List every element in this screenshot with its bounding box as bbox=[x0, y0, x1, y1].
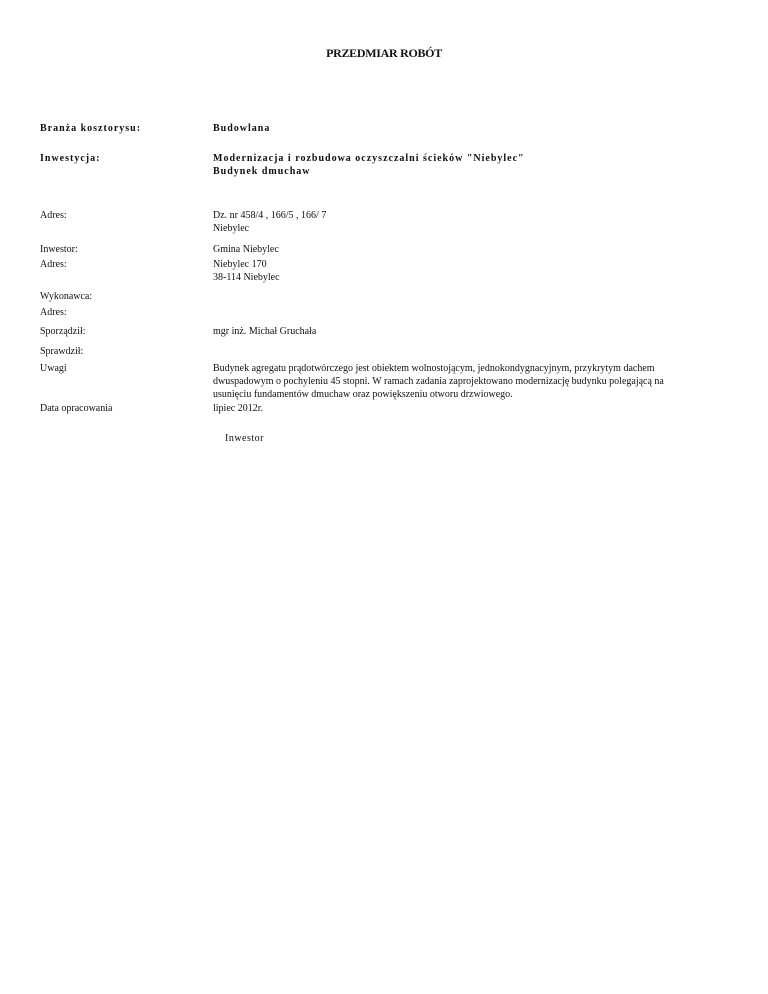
wykonawca-adres-label: Adres: bbox=[40, 307, 67, 318]
sporzadzil-label: Sporządził: bbox=[40, 326, 86, 337]
inwestor-note: Inwestor bbox=[225, 433, 264, 444]
adres-value: Dz. nr 458/4 , 166/5 , 166/ 7 Niebylec bbox=[213, 210, 327, 234]
sprawdzil-label: Sprawdził: bbox=[40, 346, 84, 357]
wykonawca-label: Wykonawca: bbox=[40, 291, 93, 302]
inwestor-value: Gmina Niebylec bbox=[213, 244, 279, 255]
sporzadzil-value: mgr inż. Michał Gruchała bbox=[213, 326, 317, 337]
inwestor-adres-value: Niebylec 170 38-114 Niebylec bbox=[213, 259, 280, 283]
uwagi-label: Uwagi bbox=[40, 363, 67, 374]
data-opracowania-value: lipiec 2012r. bbox=[213, 403, 263, 414]
data-opracowania-label: Data opracowania bbox=[40, 403, 113, 414]
inwestor-label: Inwestor: bbox=[40, 244, 78, 255]
branza-value: Budowlana bbox=[213, 123, 271, 134]
inwestycja-label: Inwestycja: bbox=[40, 153, 101, 164]
branza-label: Branża kosztorysu: bbox=[40, 123, 142, 134]
uwagi-value: Budynek agregatu prądotwórczego jest obiektem wolnostojącym, jednokondygnacyjnym, przykrytym dachem dwuspadowym o pochyleniu 45 stopni. W ramach zadania zaprojektowano modernizację budynku polegającą na usunięciu fundamentów dmuchaw oraz powiększeniu otworu drzwiowego. bbox=[213, 363, 664, 400]
page-title: PRZEDMIAR ROBÓT bbox=[326, 46, 442, 60]
inwestycja-value: Modernizacja i rozbudowa oczyszczalni ścieków "Niebylec" Budynek dmuchaw bbox=[213, 153, 525, 177]
adres-label: Adres: bbox=[40, 210, 67, 221]
inwestor-adres-label: Adres: bbox=[40, 259, 67, 270]
